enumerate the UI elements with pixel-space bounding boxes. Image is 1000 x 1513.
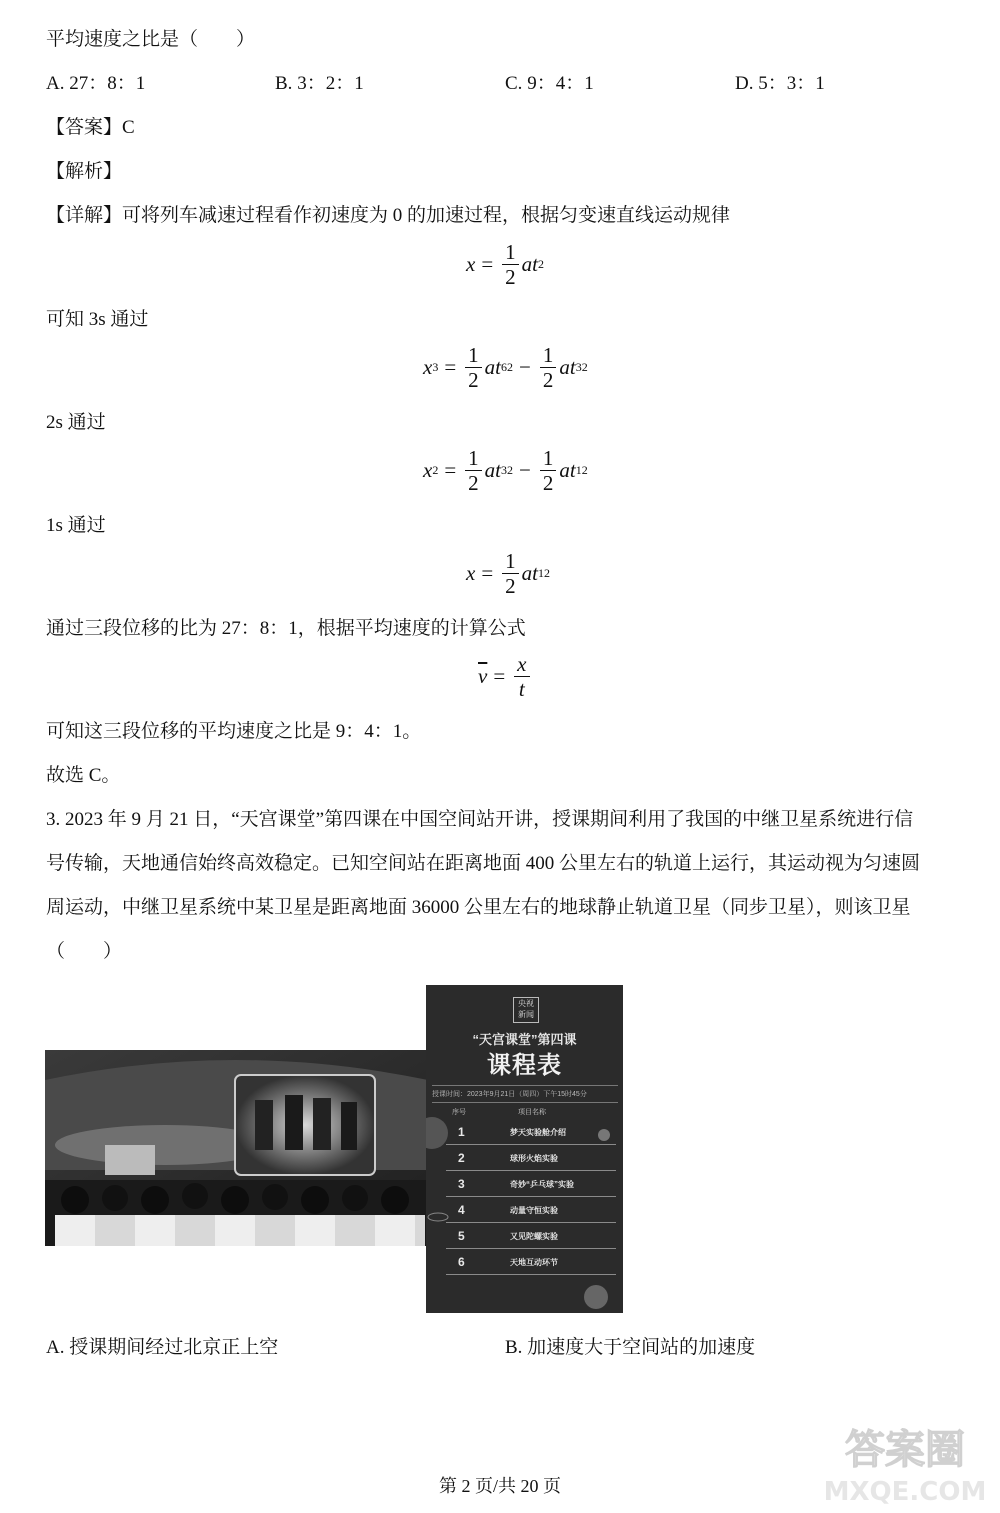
schedule-row-name: 梦天实验舱介绍: [510, 1128, 566, 1137]
choose-line: 故选 C。: [46, 765, 121, 786]
detail-line: 【详解】可将列车减速过程看作初速度为 0 的加速过程，根据匀变速直线运动规律: [46, 205, 731, 226]
schedule-row-name: 天地互动环节: [510, 1258, 558, 1267]
formula-x3: x 3 = $\frac{1}{2}$ at 6 2 − $\frac{1}{2}$ at 3 2: [423, 343, 588, 392]
formula-x1: x = $\frac{1}{2}$ at 1 2: [466, 549, 551, 598]
conclusion-line: 可知这三段位移的平均速度之比是 9：4：1。: [46, 721, 422, 742]
schedule-row-number: 4: [458, 1203, 465, 1217]
poster-col-no: 序号: [452, 1109, 466, 1116]
formula-average-velocity: $\overline{v}$ = $\frac{x}{t}$: [478, 652, 533, 701]
schedule-row: [446, 1252, 616, 1275]
q3-line-1: 3. 2023 年 9 月 21 日，“天宫课堂”第四课在中国空间站开讲，授课期间利用了我国的中继卫星系统进行信: [46, 809, 914, 830]
watermark-top: 答案圈: [845, 1427, 965, 1473]
formula-displacement: x = $\frac{1}{2}$ at 2: [466, 240, 545, 289]
q3-line-2: 号传输，天地通信始终高效稳定。已知空间站在距离地面 400 公里左右的轨道上运行，其运动视为匀速圆: [46, 853, 921, 874]
know-3s-line: 可知 3s 通过: [46, 309, 149, 330]
classroom-photo: [45, 1050, 428, 1246]
watermark-bottom: MXQE.COM: [823, 1477, 987, 1507]
schedule-row-name: 奇妙“乒乓球”实验: [510, 1180, 574, 1189]
answer-line: 【答案】C: [46, 117, 135, 138]
poster-time: 授课时间：2023年9月21日（周四）下午15时45分: [432, 1085, 618, 1103]
poster-title: 课程表: [487, 1052, 562, 1079]
cctv-news-logo: 央视 新闻: [513, 997, 539, 1023]
2s-line: 2s 通过: [46, 412, 106, 433]
schedule-row-name: 又见陀螺实验: [510, 1232, 558, 1241]
q2-option-c: C. 9：4：1: [505, 73, 594, 94]
schedule-row: [446, 1174, 616, 1197]
schedule-row-number: 5: [458, 1229, 465, 1243]
1s-line: 1s 通过: [46, 515, 106, 536]
q2-option-d: D. 5：3：1: [735, 73, 825, 94]
q2-option-a: A. 27：8：1: [46, 73, 146, 94]
schedule-row-number: 6: [458, 1255, 465, 1269]
schedule-row-number: 2: [458, 1151, 465, 1165]
page-footer: 第 2 页/共 20 页: [438, 1476, 561, 1496]
schedule-row: [446, 1148, 616, 1171]
course-schedule-poster: [426, 985, 623, 1313]
schedule-row: [446, 1122, 616, 1145]
analysis-label: 【解析】: [46, 161, 123, 182]
q3-line-3: 周运动，中继卫星系统中某卫星是距离地面 36000 公里左右的地球静止轨道卫星（同步卫星），则该卫星: [46, 897, 911, 918]
q2-stem-tail: 平均速度之比是（ ）: [46, 29, 256, 50]
schedule-row: [446, 1226, 616, 1249]
schedule-row-name: 球形火焰实验: [510, 1154, 558, 1163]
poster-heading: “天宫课堂”第四课: [472, 1032, 577, 1047]
poster-col-name: 项目名称: [518, 1109, 546, 1116]
schedule-row: [446, 1200, 616, 1223]
ratio-line: 通过三段位移的比为 27：8：1，根据平均速度的计算公式: [46, 618, 526, 639]
schedule-row-name: 动量守恒实验: [510, 1206, 558, 1215]
q3-line-4: （ ）: [46, 941, 123, 962]
q2-option-b: B. 3：2：1: [275, 73, 364, 94]
formula-x2: x 2 = $\frac{1}{2}$ at 3 2 − $\frac{1}{2}$ at 1 2: [423, 446, 588, 495]
q3-option-a: A. 授课期间经过北京正上空: [46, 1337, 279, 1358]
schedule-row-number: 1: [458, 1125, 465, 1139]
schedule-row-number: 3: [458, 1177, 465, 1191]
q3-option-b: B. 加速度大于空间站的加速度: [505, 1337, 756, 1358]
